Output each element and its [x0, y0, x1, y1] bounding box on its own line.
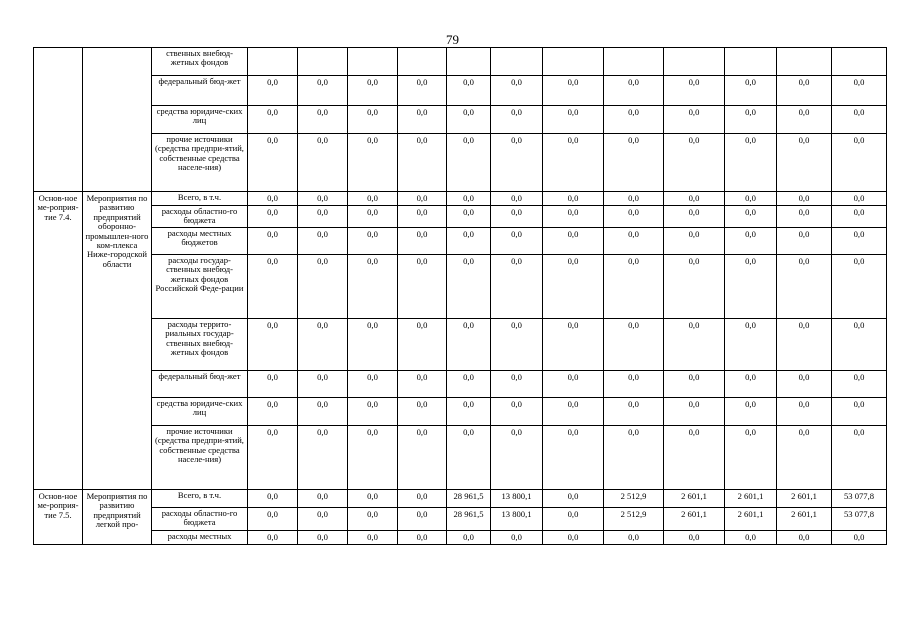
table-row — [34, 48, 887, 76]
activity-name-cell — [83, 48, 152, 192]
value-cell — [298, 48, 348, 76]
value-cell: 0,0 — [777, 106, 832, 134]
value-cell: 0,0 — [298, 531, 348, 545]
value-cell: 0,0 — [543, 490, 604, 508]
value-cell: 0,0 — [348, 206, 398, 228]
value-cell: 0,0 — [348, 134, 398, 192]
value-cell: 0,0 — [543, 531, 604, 545]
value-cell: 0,0 — [298, 76, 348, 106]
value-cell: 0,0 — [447, 228, 491, 255]
activity-code-cell — [34, 48, 83, 192]
funding-source-cell: расходы местных — [152, 531, 248, 545]
value-cell: 0,0 — [398, 398, 447, 426]
table-row — [34, 508, 887, 531]
value-cell: 0,0 — [491, 255, 543, 319]
value-cell: 0,0 — [491, 106, 543, 134]
value-cell: 0,0 — [543, 508, 604, 531]
table-row — [34, 426, 887, 490]
value-cell: 0,0 — [664, 531, 725, 545]
value-cell: 0,0 — [491, 192, 543, 206]
activity-code-cell: Основ-ное ме-роприя-тие 7.4. — [34, 192, 83, 490]
value-cell: 0,0 — [604, 426, 664, 490]
value-cell: 0,0 — [491, 228, 543, 255]
value-cell: 0,0 — [491, 76, 543, 106]
value-cell: 0,0 — [604, 76, 664, 106]
value-cell: 0,0 — [543, 426, 604, 490]
value-cell: 53 077,8 — [832, 490, 887, 508]
value-cell: 2 601,1 — [664, 490, 725, 508]
value-cell: 0,0 — [664, 319, 725, 371]
funding-source-cell: ственных внебюд-жетных фондов — [152, 48, 248, 76]
value-cell: 0,0 — [248, 490, 298, 508]
value-cell: 0,0 — [491, 531, 543, 545]
value-cell: 0,0 — [348, 255, 398, 319]
value-cell: 0,0 — [725, 371, 777, 398]
table-row — [34, 106, 887, 134]
value-cell: 0,0 — [298, 508, 348, 531]
value-cell: 0,0 — [604, 319, 664, 371]
value-cell: 0,0 — [398, 319, 447, 371]
value-cell: 0,0 — [604, 106, 664, 134]
value-cell: 0,0 — [398, 192, 447, 206]
value-cell: 0,0 — [298, 371, 348, 398]
value-cell: 0,0 — [543, 319, 604, 371]
funding-source-cell: расходы областно-го бюджета — [152, 508, 248, 531]
value-cell: 0,0 — [777, 319, 832, 371]
value-cell: 0,0 — [664, 206, 725, 228]
value-cell: 0,0 — [832, 206, 887, 228]
funding-source-cell: федеральный бюд-жет — [152, 371, 248, 398]
table-row — [34, 134, 887, 192]
value-cell: 2 601,1 — [777, 490, 832, 508]
value-cell: 0,0 — [348, 490, 398, 508]
value-cell — [777, 48, 832, 76]
value-cell: 0,0 — [664, 426, 725, 490]
value-cell: 0,0 — [664, 255, 725, 319]
value-cell: 0,0 — [832, 255, 887, 319]
value-cell: 0,0 — [832, 319, 887, 371]
value-cell — [543, 48, 604, 76]
value-cell: 2 512,9 — [604, 490, 664, 508]
value-cell: 0,0 — [543, 398, 604, 426]
value-cell: 0,0 — [777, 206, 832, 228]
value-cell: 0,0 — [248, 508, 298, 531]
value-cell: 0,0 — [777, 192, 832, 206]
value-cell: 0,0 — [298, 192, 348, 206]
value-cell: 0,0 — [248, 319, 298, 371]
table-row — [34, 319, 887, 371]
value-cell: 0,0 — [298, 490, 348, 508]
value-cell: 0,0 — [604, 255, 664, 319]
value-cell: 0,0 — [248, 426, 298, 490]
value-cell — [604, 48, 664, 76]
table-row — [34, 490, 887, 508]
value-cell: 0,0 — [543, 134, 604, 192]
value-cell: 0,0 — [725, 106, 777, 134]
value-cell: 0,0 — [777, 228, 832, 255]
value-cell: 0,0 — [777, 426, 832, 490]
value-cell: 0,0 — [248, 228, 298, 255]
value-cell: 0,0 — [298, 134, 348, 192]
table-row — [34, 76, 887, 106]
value-cell: 0,0 — [604, 228, 664, 255]
value-cell: 0,0 — [664, 371, 725, 398]
value-cell: 0,0 — [348, 426, 398, 490]
value-cell: 0,0 — [832, 228, 887, 255]
value-cell: 0,0 — [398, 76, 447, 106]
value-cell: 53 077,8 — [832, 508, 887, 531]
table-row — [34, 228, 887, 255]
value-cell: 0,0 — [248, 192, 298, 206]
value-cell: 0,0 — [348, 106, 398, 134]
value-cell: 0,0 — [725, 531, 777, 545]
value-cell: 0,0 — [543, 206, 604, 228]
value-cell: 0,0 — [725, 134, 777, 192]
value-cell: 0,0 — [725, 76, 777, 106]
value-cell: 0,0 — [447, 426, 491, 490]
value-cell: 0,0 — [398, 106, 447, 134]
funding-source-cell: Всего, в т.ч. — [152, 490, 248, 508]
value-cell: 0,0 — [543, 106, 604, 134]
value-cell — [398, 48, 447, 76]
value-cell: 0,0 — [664, 192, 725, 206]
table-row — [34, 531, 887, 545]
value-cell: 0,0 — [298, 228, 348, 255]
value-cell: 0,0 — [398, 371, 447, 398]
value-cell: 0,0 — [777, 371, 832, 398]
value-cell: 0,0 — [398, 426, 447, 490]
value-cell: 0,0 — [398, 508, 447, 531]
value-cell: 0,0 — [348, 371, 398, 398]
value-cell: 0,0 — [832, 426, 887, 490]
funding-table — [33, 47, 887, 545]
value-cell: 0,0 — [248, 531, 298, 545]
value-cell: 0,0 — [447, 398, 491, 426]
value-cell: 2 601,1 — [725, 508, 777, 531]
value-cell: 0,0 — [447, 371, 491, 398]
table-row — [34, 255, 887, 319]
value-cell: 0,0 — [604, 134, 664, 192]
value-cell: 0,0 — [725, 192, 777, 206]
value-cell: 0,0 — [604, 398, 664, 426]
value-cell: 0,0 — [832, 106, 887, 134]
value-cell: 0,0 — [398, 134, 447, 192]
value-cell: 0,0 — [777, 134, 832, 192]
value-cell: 0,0 — [447, 531, 491, 545]
value-cell: 0,0 — [832, 134, 887, 192]
value-cell: 0,0 — [447, 134, 491, 192]
value-cell: 0,0 — [398, 228, 447, 255]
value-cell: 0,0 — [604, 371, 664, 398]
value-cell: 28 961,5 — [447, 508, 491, 531]
value-cell: 0,0 — [298, 398, 348, 426]
value-cell: 0,0 — [543, 192, 604, 206]
value-cell: 0,0 — [248, 371, 298, 398]
value-cell: 0,0 — [348, 76, 398, 106]
funding-source-cell: средства юридиче-ских лиц — [152, 106, 248, 134]
value-cell: 0,0 — [491, 319, 543, 371]
value-cell: 13 800,1 — [491, 490, 543, 508]
funding-source-cell: расходы областно-го бюджета — [152, 206, 248, 228]
value-cell: 0,0 — [832, 398, 887, 426]
value-cell: 2 601,1 — [777, 508, 832, 531]
value-cell: 0,0 — [348, 319, 398, 371]
value-cell: 0,0 — [447, 192, 491, 206]
value-cell — [491, 48, 543, 76]
funding-source-cell: прочие источники (средства предпри-ятий, собственные средства населе-ния) — [152, 426, 248, 490]
value-cell: 0,0 — [447, 76, 491, 106]
value-cell: 0,0 — [248, 134, 298, 192]
funding-source-cell: средства юридиче-ских лиц — [152, 398, 248, 426]
value-cell: 0,0 — [398, 490, 447, 508]
value-cell — [248, 48, 298, 76]
page-number: 79 — [446, 32, 459, 47]
value-cell: 0,0 — [664, 134, 725, 192]
value-cell: 0,0 — [832, 192, 887, 206]
value-cell: 0,0 — [348, 228, 398, 255]
value-cell: 0,0 — [777, 76, 832, 106]
value-cell — [725, 48, 777, 76]
value-cell: 0,0 — [664, 76, 725, 106]
value-cell: 0,0 — [447, 106, 491, 134]
value-cell: 0,0 — [543, 255, 604, 319]
value-cell: 0,0 — [348, 508, 398, 531]
value-cell — [348, 48, 398, 76]
value-cell: 0,0 — [447, 206, 491, 228]
value-cell: 0,0 — [491, 426, 543, 490]
value-cell: 0,0 — [725, 206, 777, 228]
value-cell — [832, 48, 887, 76]
funding-source-cell: федеральный бюд-жет — [152, 76, 248, 106]
value-cell — [664, 48, 725, 76]
value-cell: 0,0 — [447, 255, 491, 319]
value-cell: 0,0 — [664, 398, 725, 426]
activity-code-cell: Основ-ное ме-роприя-тие 7.5. — [34, 490, 83, 545]
value-cell: 0,0 — [348, 531, 398, 545]
funding-source-cell: расходы террито-риальных государ-ственных внебюд-жетных фондов — [152, 319, 248, 371]
value-cell: 2 601,1 — [664, 508, 725, 531]
value-cell: 0,0 — [447, 319, 491, 371]
activity-name-cell: Мероприятия по развитию предприятий легкой про- — [83, 490, 152, 545]
table-row — [34, 192, 887, 206]
value-cell: 0,0 — [298, 255, 348, 319]
value-cell: 0,0 — [491, 206, 543, 228]
value-cell: 0,0 — [248, 206, 298, 228]
value-cell: 0,0 — [543, 228, 604, 255]
value-cell: 0,0 — [664, 228, 725, 255]
value-cell: 0,0 — [398, 531, 447, 545]
table-row — [34, 371, 887, 398]
value-cell: 0,0 — [725, 398, 777, 426]
value-cell: 0,0 — [777, 398, 832, 426]
value-cell: 0,0 — [348, 192, 398, 206]
value-cell: 0,0 — [725, 228, 777, 255]
activity-name-cell: Мероприятия по развитию предприятий оборонно-промышлен-ного ком-плекса Ниже-городской области — [83, 192, 152, 490]
value-cell: 0,0 — [664, 106, 725, 134]
value-cell: 0,0 — [491, 371, 543, 398]
value-cell: 0,0 — [298, 206, 348, 228]
value-cell: 0,0 — [248, 76, 298, 106]
value-cell: 0,0 — [604, 206, 664, 228]
value-cell: 0,0 — [491, 398, 543, 426]
value-cell: 0,0 — [604, 192, 664, 206]
value-cell: 13 800,1 — [491, 508, 543, 531]
value-cell: 0,0 — [348, 398, 398, 426]
value-cell: 0,0 — [248, 106, 298, 134]
table-row — [34, 398, 887, 426]
value-cell: 0,0 — [248, 398, 298, 426]
funding-source-cell: прочие источники (средства предпри-ятий, собственные средства населе-ния) — [152, 134, 248, 192]
value-cell: 0,0 — [248, 255, 298, 319]
funding-source-cell: расходы местных бюджетов — [152, 228, 248, 255]
value-cell: 0,0 — [604, 531, 664, 545]
value-cell: 0,0 — [777, 255, 832, 319]
value-cell: 0,0 — [298, 319, 348, 371]
table-row — [34, 206, 887, 228]
value-cell: 0,0 — [491, 134, 543, 192]
value-cell: 0,0 — [298, 426, 348, 490]
value-cell: 0,0 — [543, 371, 604, 398]
value-cell: 0,0 — [398, 255, 447, 319]
value-cell: 0,0 — [543, 76, 604, 106]
value-cell: 0,0 — [725, 255, 777, 319]
funding-source-cell: Всего, в т.ч. — [152, 192, 248, 206]
value-cell: 0,0 — [777, 531, 832, 545]
value-cell: 0,0 — [832, 531, 887, 545]
value-cell: 0,0 — [725, 319, 777, 371]
table-body — [34, 48, 887, 545]
value-cell: 0,0 — [298, 106, 348, 134]
value-cell: 0,0 — [725, 426, 777, 490]
value-cell: 28 961,5 — [447, 490, 491, 508]
funding-source-cell: расходы государ-ственных внебюд-жетных фондов Российской Феде-рации — [152, 255, 248, 319]
value-cell: 0,0 — [398, 206, 447, 228]
value-cell: 2 512,9 — [604, 508, 664, 531]
value-cell — [447, 48, 491, 76]
value-cell: 2 601,1 — [725, 490, 777, 508]
value-cell: 0,0 — [832, 76, 887, 106]
value-cell: 0,0 — [832, 371, 887, 398]
